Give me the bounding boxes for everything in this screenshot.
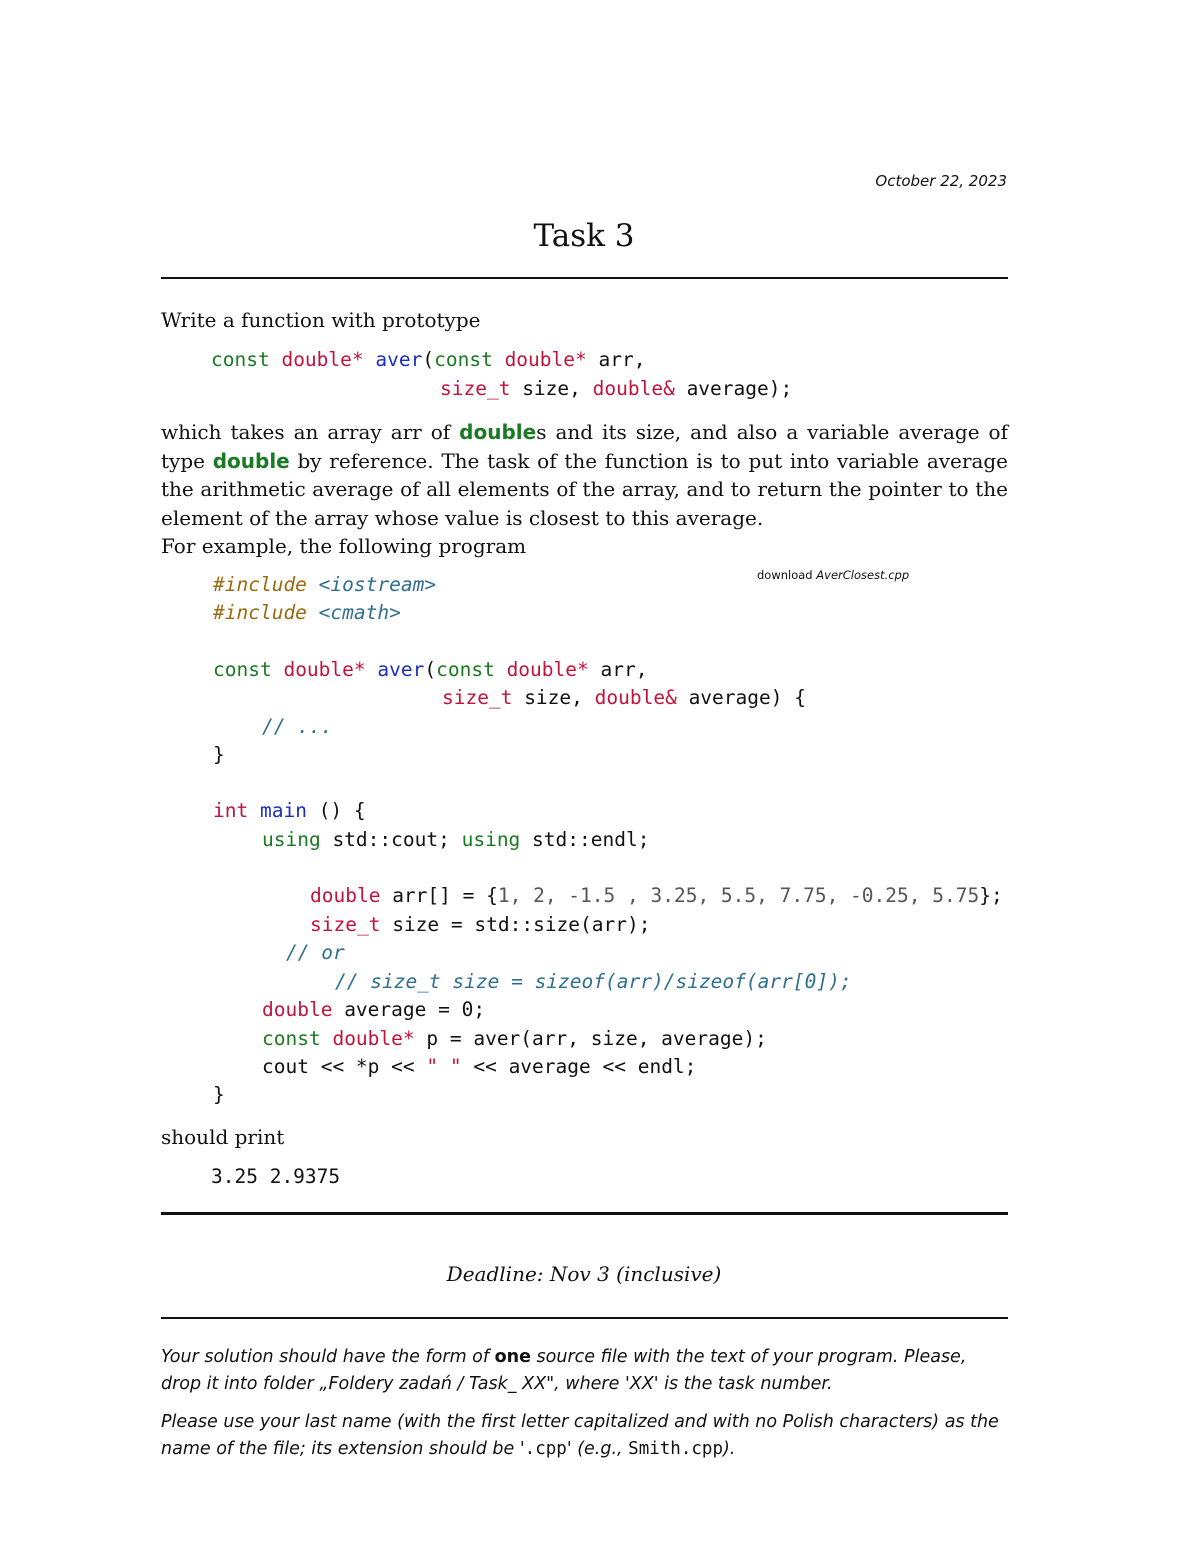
code-token: double* [506,658,589,681]
download-label: download [757,568,813,582]
code-line-arr [310,884,1003,907]
code-token: } [213,743,225,766]
code-token: int [213,799,249,822]
code-token: average = 0; [332,998,486,1021]
code-token: std::cout; [320,828,462,851]
code-line-main [213,799,366,822]
code-comment: // size_t size = sizeof(arr)/sizeof(arr[0]); [335,970,852,993]
code-line-call [262,1027,767,1050]
code-token: () { [306,799,366,822]
code-line-comment-sizeof [335,970,852,993]
code-token: double* [281,348,364,371]
code-token: const [213,658,272,681]
code-line-comment-or [286,941,345,964]
deadline-divider [161,1317,1008,1319]
note-text: Please use your last name (with the first letter capitalized and with no Polish characters) as the name of the file; its extension should be ' [161,1412,999,1459]
code-token: const [434,348,493,371]
prototype-line-1 [211,348,645,371]
code-token: main [259,799,307,822]
code-token: aver [375,348,423,371]
note-emphasis: one [494,1347,531,1367]
code-token: double* [283,658,366,681]
code-token: arr, [588,658,648,681]
code-token: average) { [676,686,806,709]
code-line-size [310,913,650,936]
code-token: " " [426,1055,462,1078]
code-line-func-body [262,715,332,738]
title-divider [161,277,1008,279]
code-token: size, [512,686,595,709]
code-line-cout [262,1055,696,1078]
code-token: double [310,884,381,907]
should-print-text: should print [161,1125,285,1149]
code-comment: // or [286,941,345,964]
code-line-include-cmath [213,601,401,624]
keyword-double: double [459,420,537,444]
download-link[interactable] [757,568,909,582]
note-text: ' (e.g., [566,1439,629,1459]
download-file-link[interactable]: AverClosest.cpp [816,568,910,582]
page-title: Task 3 [533,218,635,254]
code-token: ( [422,348,435,371]
code-line-average [262,998,485,1021]
code-token: }; [979,884,1003,907]
code-token: using [461,828,521,851]
note-text: source file with the text of your program. Please, drop it into folder „Foldery zadań / Task_ XX", where 'XX' is the task number. [161,1347,967,1394]
code-token: } [213,1083,225,1106]
code-comment: // ... [262,715,333,738]
code-token: size_t [440,377,511,400]
code-token: arr[] = { [380,884,498,907]
document-date: October 22, 2023 [875,172,1007,190]
code-token: const [211,348,270,371]
code-token: size_t [310,913,381,936]
code-token: #include [213,601,307,624]
keyword-double: double [212,448,290,473]
expected-output: 3.25 2.9375 [211,1165,341,1188]
deadline-text: Deadline: Nov 3 (inclusive) [446,1262,722,1286]
code-line-include-iostream [213,573,436,596]
code-token: p = aver(arr, size, average); [414,1027,767,1050]
code-token: ( [424,658,437,681]
description-text: which takes an array arr of [161,420,460,444]
code-token: size = std::size(arr); [380,913,651,936]
code-token: aver [377,658,425,681]
code-token: size_t [442,686,513,709]
code-token: using [262,828,321,851]
code-line-func-sig-2 [442,686,806,709]
code-line-main-close [213,1083,225,1106]
code-token: const [436,658,495,681]
code-token: average); [674,377,793,400]
description-paragraph [161,418,1008,532]
code-token: double [262,998,333,1021]
prototype-line-2 [440,377,792,400]
code-token: const [262,1027,321,1050]
code-line-func-sig-1 [213,658,647,681]
code-token: <cmath> [318,601,401,624]
code-token: 1, 2, -1.5 , 3.25, 5.5, 7.75, -0.25, 5.75 [497,884,980,907]
code-token: <iostream> [318,573,437,596]
code-token: cout << *p << [262,1055,427,1078]
description-text: s and its size, and also a variable average of type [161,420,1008,473]
code-token: #include [213,573,307,596]
note-code: Smith.cpp [628,1439,723,1459]
code-token: double& [592,377,675,400]
note-text: Your solution should have the form of [161,1347,495,1367]
example-intro: For example, the following program [161,534,527,558]
code-token: std::endl; [520,828,650,851]
note-code: .cpp [524,1439,567,1459]
submission-note-2 [161,1409,1008,1463]
note-text: ). [722,1439,736,1459]
code-line-using [262,828,649,851]
code-token: double* [332,1027,415,1050]
intro-text: Write a function with prototype [161,308,481,332]
code-token: size, [510,377,593,400]
code-token: arr, [586,348,646,371]
code-token: double& [594,686,677,709]
code-token: << average << endl; [461,1055,697,1078]
section-divider [161,1212,1008,1215]
submission-note-1 [161,1344,1008,1398]
description-text: by reference. The task of the function is to put into variable average the arithmetic average of all elements of the array, and to return the pointer to the element of the array whose value is closest to this average. [161,448,1009,530]
code-token: double* [504,348,587,371]
code-line-func-close [213,743,225,766]
